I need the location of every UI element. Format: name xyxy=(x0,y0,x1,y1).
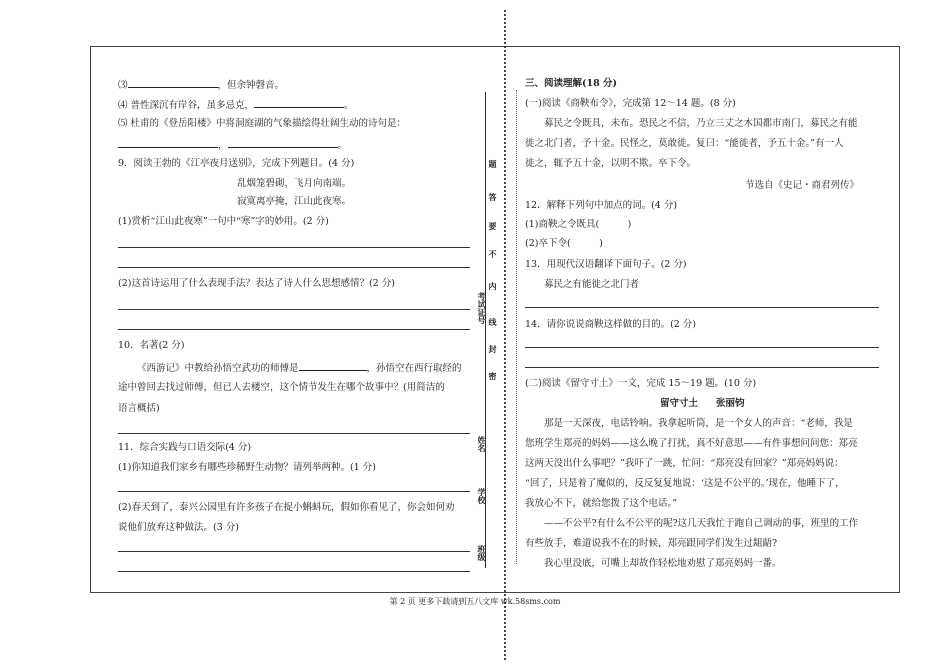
page-footer: 第 2 页 更多下载请到五八文库 wk.58sms.com xyxy=(389,597,561,606)
part-2-title: (二)阅读《留守寸土》一文，完成 15～19 题。(10 分) xyxy=(525,378,757,389)
poem-line-2: 寂寞离亭掩，江山此夜寒。 xyxy=(236,196,351,207)
q10-line-1: 《西游记》中教给孙悟空武功的师傅是 ，孙悟空在西行取经的 xyxy=(118,360,462,376)
binding-char: 密 xyxy=(488,372,498,380)
answer-line[interactable] xyxy=(118,329,470,330)
binding-char: 内 xyxy=(488,282,498,290)
q11-1: (1)你知道我们家乡有哪些珍稀野生动物？请列举两种。(1 分) xyxy=(118,462,376,473)
field-exam-number: 考试证号 xyxy=(477,292,487,324)
story-line-4: “回了，只是着了魔似的，反反复复地说：‘这是不公平的。’现在，他睡下了， xyxy=(525,478,845,489)
binding-char: 题 xyxy=(488,160,498,168)
q12: 12．解释下列句中加点的词。(4 分) xyxy=(525,200,678,211)
q14: 14．请你说说商鞅这样做的目的。(2 分) xyxy=(525,319,697,330)
story-line-5: 我放心不下，就给您拨了这个电话。” xyxy=(525,498,678,509)
field-class: 班级 xyxy=(477,545,487,561)
q9-1: (1)赏析“江山此夜寒”一句中“寒”字的妙用。(2 分) xyxy=(118,216,329,227)
passage-1-line-1: 募民之令既具，未布。恐民之不信，乃立三丈之木国都市南门，募民之有能 xyxy=(544,118,858,129)
binding-char: 答 xyxy=(488,193,498,201)
q13-sentence: 募民之有能徙之北门者 xyxy=(544,279,640,290)
story-line-8: 我心里没底，可嘴上却故作轻松地劝慰了郑亮妈妈一番。 xyxy=(544,558,782,569)
answer-blank[interactable] xyxy=(128,77,218,88)
answer-line[interactable] xyxy=(525,307,879,308)
story-title: 留守寸土 张丽钧 xyxy=(660,398,745,409)
answer-blank[interactable] xyxy=(118,137,218,148)
answer-line[interactable] xyxy=(118,309,470,310)
passage-1-line-2: 徙之北门者，予十金。民怪之，莫敢徙。复曰：“能徙者，予五十金。”有一人 xyxy=(525,138,844,149)
q8-4: ⑷ 普性深沉有岸谷，虽多忌克， 。 xyxy=(118,97,354,113)
binding-char: 封 xyxy=(488,345,498,353)
story-line-1: 那是一天深夜，电话铃响。我拿起听筒，是一个女人的声音：“老师，我是 xyxy=(544,418,853,429)
answer-line[interactable] xyxy=(118,551,470,552)
answer-blank[interactable] xyxy=(254,97,344,108)
q8-5: ⑸ 杜甫的《登岳阳楼》中将洞庭湖的气象描绘得壮阔生动的诗句是： xyxy=(118,118,407,129)
center-dotted-line xyxy=(504,10,506,660)
q11-2-line-2: 说他们放弃这种做法。(3 分) xyxy=(118,522,239,533)
answer-line[interactable] xyxy=(118,247,470,248)
story-line-7: 有些放手，难道说我不在的时候，郑亮跟同学们发生过龃龉? xyxy=(525,538,778,549)
answer-line[interactable] xyxy=(118,267,470,268)
q13: 13．用现代汉语翻译下面句子。(2 分) xyxy=(525,259,687,270)
q10-title: 10．名著(2 分) xyxy=(118,340,185,351)
q10-line-3: 语言概括) xyxy=(118,403,160,414)
q8-3: ⑶ ，但余钟磬音。 xyxy=(118,77,284,93)
binding-char: 要 xyxy=(488,222,498,230)
binding-char: 线 xyxy=(488,318,498,326)
answer-blank[interactable] xyxy=(299,360,367,371)
q9-title: 9．阅读王勃的《江亭夜月送别》，完成下列题目。(4 分) xyxy=(118,158,355,169)
q8-5-blanks: ， 。 xyxy=(118,137,347,153)
answer-line[interactable] xyxy=(525,367,879,368)
q12-2: (2)卒下令( ) xyxy=(525,238,603,249)
story-line-2: 您班学生郑亮的妈妈——这么晚了打扰，真不好意思——有件事想问问您：郑亮 xyxy=(525,438,858,449)
q9-2: (2)这首诗运用了什么表现手法？表达了诗人什么思想感情？(2 分) xyxy=(118,278,395,289)
answer-line[interactable] xyxy=(118,433,470,434)
q11-2-line-1: (2)春天到了，泰兴公园里有许多孩子在捉小蝌蚪玩，假如你看见了，你会如何劝 xyxy=(118,502,455,513)
q12-1: (1)商鞅之令既具( ) xyxy=(525,219,632,230)
binding-char: 不 xyxy=(488,250,498,258)
part-1-title: (一)阅读《商鞅布令》，完成第 12～14 题。(8 分) xyxy=(525,98,736,109)
q10-line-2: 途中曾回去找过师傅，但已人去楼空，这个情节发生在哪个故事中？(用简洁的 xyxy=(118,382,445,393)
answer-line[interactable] xyxy=(525,347,879,348)
story-line-3: 这两天没出什么事吧？”我吓了一跳，忙问：“郑亮没有回家？”郑亮妈妈说： xyxy=(525,458,844,469)
passage-source: 节选自《史记・商君列传》 xyxy=(745,180,860,191)
passage-1-line-3: 徙之，辄予五十金，以明不欺。卒下令。 xyxy=(525,158,697,169)
section-3-heading: 三、阅读理解(18 分) xyxy=(525,78,618,89)
poem-line-1: 乱烟笼碧砌，飞月向南端。 xyxy=(236,178,351,189)
answer-blank[interactable] xyxy=(228,137,338,148)
seal-dotted-line xyxy=(516,90,517,564)
answer-line[interactable] xyxy=(118,571,470,572)
answer-line[interactable] xyxy=(118,491,470,492)
field-school: 学校 xyxy=(477,488,487,504)
q11-title: 11．综合实践与口语交际(4 分) xyxy=(118,442,252,453)
field-name: 姓名 xyxy=(477,436,487,452)
story-line-6: ——不公平?有什么不公平的呢?这几天我忙于跑自己调动的事，班里的工作 xyxy=(544,518,859,529)
